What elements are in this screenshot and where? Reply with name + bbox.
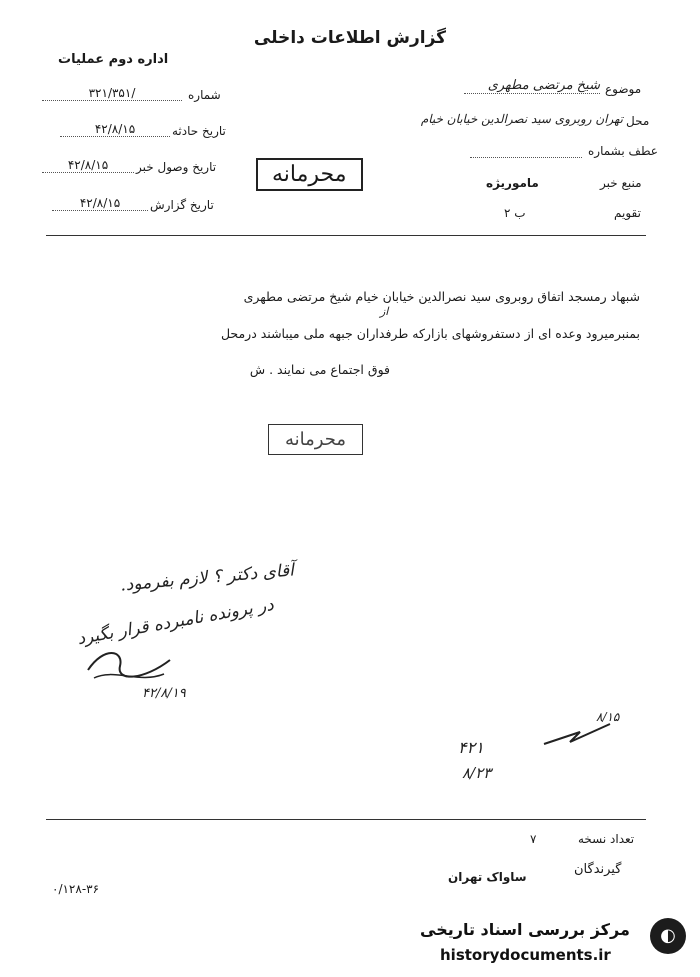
report-title: گزارش اطلاعات داخلی — [253, 28, 447, 48]
watermark-title: مرکز بررسی اسناد تاریخی — [420, 920, 630, 939]
handwritten-date: ۴۲/۸/۱۹ — [142, 686, 186, 701]
receipt-date-value: ۴۲/۸/۱۵ — [42, 158, 134, 173]
header-divider — [46, 235, 646, 236]
department-label: اداره دوم عملیات — [58, 52, 169, 67]
right-number-note: ۴۲۱ — [458, 738, 484, 757]
body-line-2: بمنبرمیرود وعده ای از دستفروشهای بازارکه طرفداران جبهه ملی میباشند درمحل — [220, 326, 640, 341]
footer-divider — [46, 819, 646, 820]
handwritten-note-2: در پرونده نامبرده قرار بگیرد — [75, 594, 276, 650]
handwritten-note-1: آقای دکتر ؟ لازم بفرمود. — [119, 560, 295, 596]
right-other-note: ۸/۲۳ — [462, 764, 492, 782]
archive-logo-icon: ◐ — [650, 918, 686, 954]
copies-value: ۷ — [530, 832, 537, 846]
margin-scribble — [540, 704, 650, 754]
subject-value: شیخ مرتضی مطهری — [464, 78, 600, 94]
report-date-label: تاریخ گزارش — [150, 198, 214, 212]
incident-date-value: ۴۲/۸/۱۵ — [60, 122, 170, 137]
reference-label: عطف بشماره — [588, 144, 658, 158]
confidential-stamp-top: محرمانه — [256, 158, 363, 191]
number-value: ۳۲۱/۳۵۱/ — [42, 86, 182, 101]
form-code: ۰/۱۲۸-۳۶ — [52, 882, 100, 896]
signature-scribble — [84, 640, 174, 686]
reference-line — [470, 156, 582, 158]
confidential-stamp-middle: محرمانه — [268, 424, 363, 455]
source-value: ماموریژه — [486, 176, 539, 190]
body-insert: از — [380, 305, 389, 318]
subject-label: موضوع — [605, 82, 642, 96]
recipients-label: گیرندگان — [574, 862, 622, 877]
receipt-date-label: تاریخ وصول خبر — [136, 160, 217, 174]
watermark-url: historydocuments.ir — [440, 946, 611, 964]
recipients-value: ساواک تهران — [448, 870, 527, 884]
body-line-1: شبهاد رمسجد اتفاق روبروی سید نصرالدین خیابان خیام شیخ مرتضی مطهری — [243, 289, 640, 304]
body-line-3: فوق اجتماع می نمایند . ش — [249, 362, 390, 377]
copies-label: تعداد نسخه — [578, 832, 635, 846]
incident-date-label: تاریخ حادثه — [172, 124, 226, 138]
report-date-value: ۴۲/۸/۱۵ — [52, 196, 148, 211]
rating-value: ب ۲ — [504, 206, 526, 220]
right-date-note: ۸/۱۵ — [596, 710, 620, 724]
location-value: تهران روبروی سید نصرالدین خیابان خیام — [420, 112, 623, 126]
rating-label: تقویم — [614, 206, 641, 220]
source-label: منبع خبر — [600, 176, 642, 190]
number-label: شماره — [188, 88, 221, 102]
location-label: محل — [626, 114, 650, 128]
